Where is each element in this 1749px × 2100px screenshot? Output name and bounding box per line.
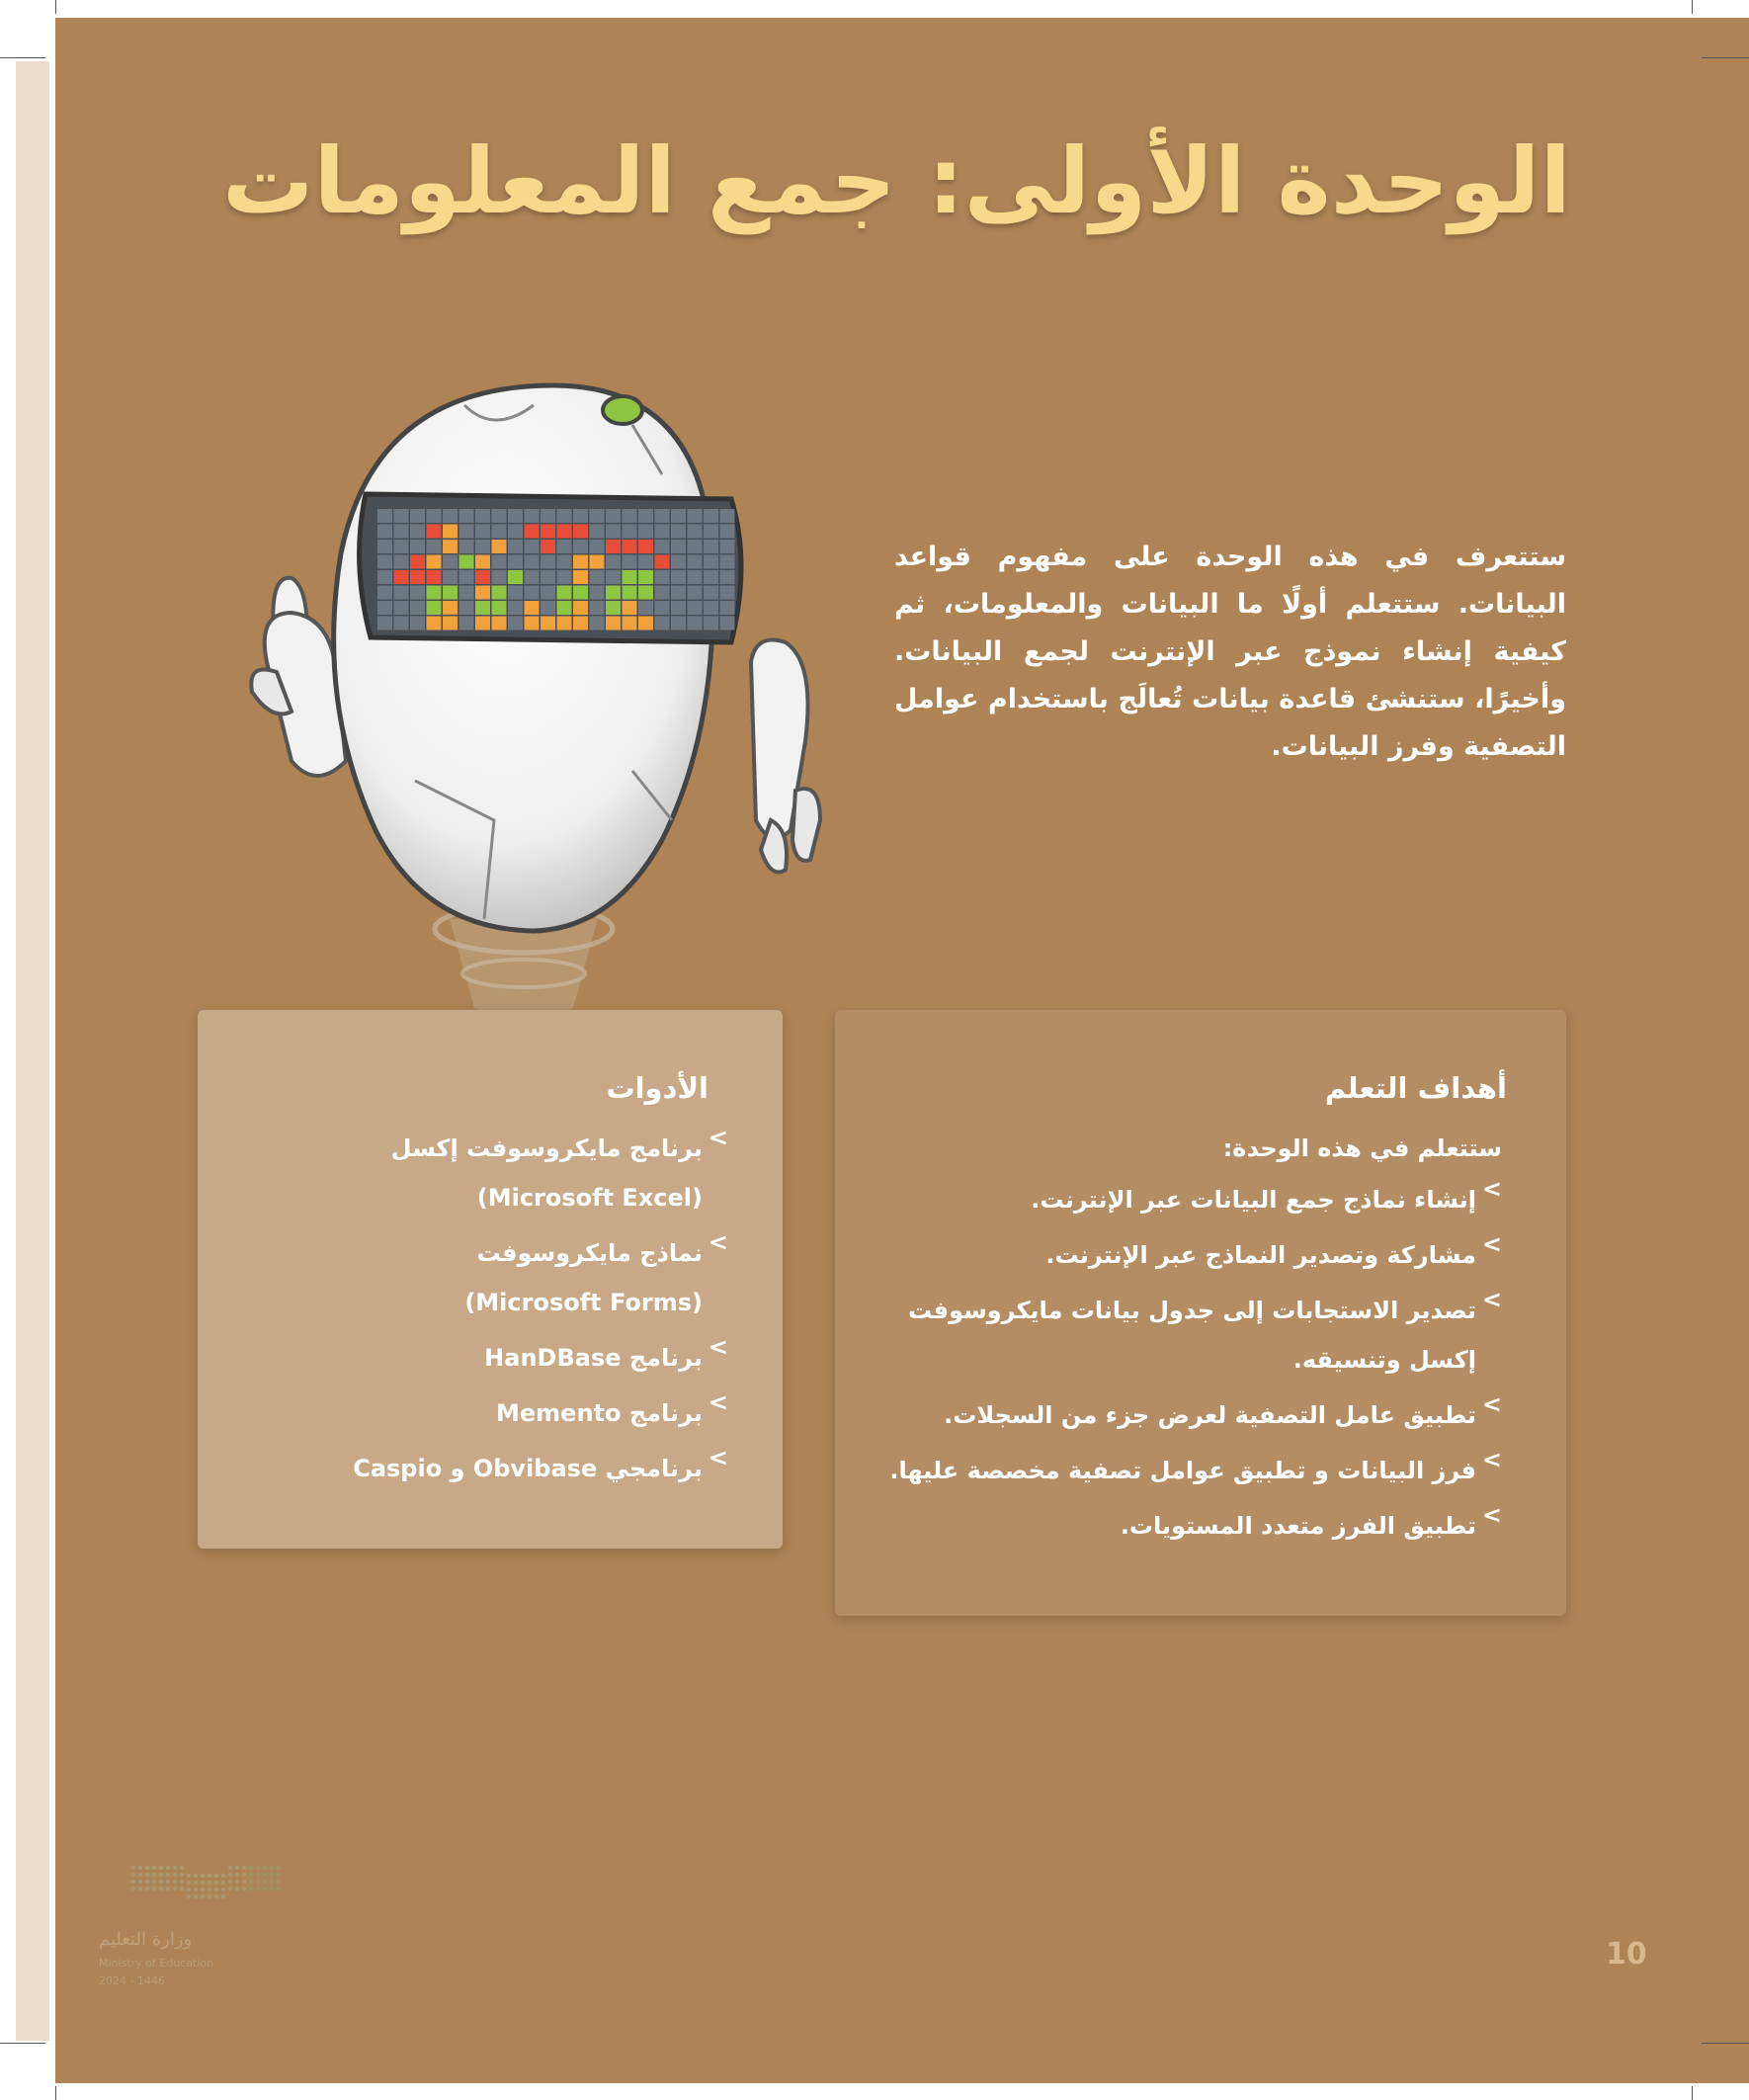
crop-mark <box>55 0 56 14</box>
learning-goal-item: > إنشاء نماذج جمع البيانات عبر الإنترنت. <box>1031 1175 1502 1214</box>
bullet-marker: > <box>708 1124 728 1151</box>
bullet-marker: > <box>708 1388 728 1416</box>
robot-left-hand <box>251 578 346 776</box>
learning-goals-box <box>835 1010 1566 1616</box>
learning-goal-item: > تصدير الاستجابات إلى جدول بيانات مايكروسوفت إكسل وتنسيقه. <box>907 1286 1502 1374</box>
tool-item: > برنامج مايكروسوفت إكسل (Microsoft Excel) <box>390 1124 728 1212</box>
crop-mark <box>0 57 45 58</box>
bullet-marker: > <box>1481 1501 1502 1529</box>
crop-mark <box>1692 2086 1693 2100</box>
crop-mark <box>1692 0 1693 14</box>
publisher-name: وزارة التعليم <box>99 1929 193 1950</box>
bullet-marker: > <box>708 1444 728 1471</box>
robot-right-hand <box>751 640 820 873</box>
crop-mark <box>1702 57 1749 58</box>
publisher-subtitle: Ministry of Education <box>99 1957 214 1970</box>
bullet-marker: > <box>1481 1230 1502 1258</box>
bullet-marker: > <box>708 1228 728 1256</box>
tool-item: > برنامج Memento <box>496 1388 728 1427</box>
robot-led-screen <box>360 494 741 642</box>
tools-box <box>198 1010 783 1549</box>
bullet-marker: > <box>1481 1175 1502 1203</box>
learning-goals-list <box>870 1124 1502 1551</box>
crop-mark <box>0 2043 45 2044</box>
bullet-marker: > <box>1481 1286 1502 1313</box>
page-number: 10 <box>1606 1937 1647 1972</box>
unit-intro-paragraph: ستتعرف في هذه الوحدة على مفهوم قواعد البيانات. ستتعلم أولًا ما البيانات والمعلومات، ثم كيفية إنشاء نموذج عبر الإنترنت لجمع البيانات. وأخيرًا، ستنشئ قاعدة بيانات تُعالَج باستخدام عوامل التصفية وفرز البيانات. <box>894 542 1566 762</box>
tools-list <box>333 1124 728 1493</box>
learning-goal-item: > مشاركة وتصدير النماذج عبر الإنترنت. <box>1045 1230 1502 1269</box>
bullet-marker: > <box>1481 1446 1502 1473</box>
learning-goal-item: > فرز البيانات و تطبيق عوامل تصفية مخصصة عليها. <box>889 1446 1502 1484</box>
learning-goals-heading: أهداف التعلم <box>1324 1071 1507 1105</box>
crop-mark <box>1702 2043 1749 2044</box>
bullet-marker: > <box>708 1333 728 1361</box>
tool-item: > برنامجي Obvibase و Caspio <box>353 1444 728 1482</box>
left-margin-strip <box>16 61 49 2041</box>
tool-item: > برنامج HanDBase <box>484 1333 728 1372</box>
learning-goal-item: > تطبيق الفرز متعدد المستويات. <box>1120 1501 1502 1540</box>
publisher-year: 2024 - 1446 <box>99 1974 165 1987</box>
learning-goals-lead: ستتعلم في هذه الوحدة: <box>1222 1134 1502 1162</box>
tools-heading: الأدوات <box>606 1071 708 1105</box>
bullet-marker: > <box>1481 1390 1502 1418</box>
robot-illustration <box>237 366 870 1048</box>
learning-goal-item: > تطبيق عامل التصفية لعرض جزء من السجلات. <box>944 1390 1502 1429</box>
crop-mark <box>55 2086 56 2100</box>
unit-title: الوحدة الأولى: جمع المعلومات <box>222 128 1571 234</box>
tool-item: > نماذج مايكروسوفت (Microsoft Forms) <box>464 1228 728 1316</box>
